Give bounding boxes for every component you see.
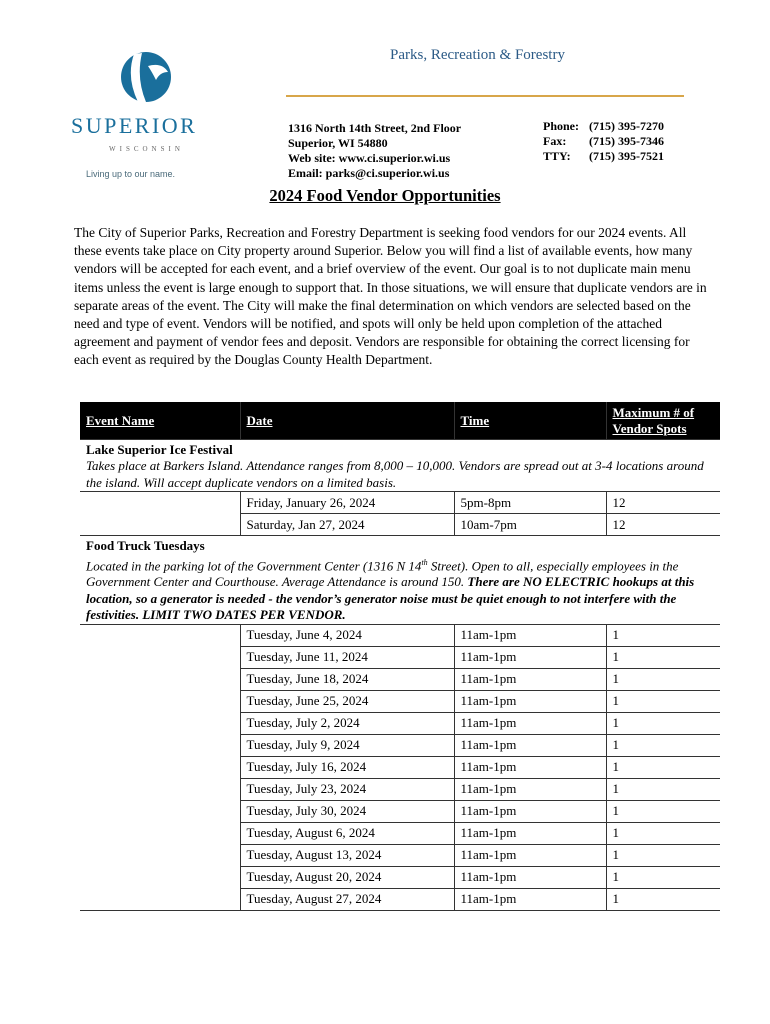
contact-value: (715) 395-7270	[589, 119, 664, 133]
empty-cell	[80, 690, 240, 712]
empty-cell	[80, 646, 240, 668]
table-row	[80, 822, 720, 844]
empty-cell	[80, 800, 240, 822]
date-cell: Tuesday, August 6, 2024	[240, 822, 454, 844]
table-row	[80, 668, 720, 690]
time-cell: 10am-7pm	[454, 514, 606, 536]
time-cell: 11am-1pm	[454, 690, 606, 712]
spots-cell: 1	[606, 756, 720, 778]
date-cell: Tuesday, August 20, 2024	[240, 866, 454, 888]
logo-subtitle: WISCONSIN	[109, 145, 184, 153]
time-cell: 11am-1pm	[454, 624, 606, 646]
date-cell: Tuesday, June 4, 2024	[240, 624, 454, 646]
table-row	[80, 514, 720, 536]
logo-wordmark: SUPERIOR	[71, 113, 198, 138]
time-cell: 11am-1pm	[454, 844, 606, 866]
time-cell: 11am-1pm	[454, 756, 606, 778]
table-header-row	[80, 402, 720, 440]
event-section	[80, 440, 720, 492]
desc-superscript: th	[421, 557, 428, 567]
spots-cell: 1	[606, 888, 720, 910]
event-description	[86, 555, 714, 624]
website-line: Web site: www.ci.superior.wi.us	[288, 151, 451, 165]
spots-cell: 1	[606, 734, 720, 756]
table-row	[80, 800, 720, 822]
time-cell: 11am-1pm	[454, 778, 606, 800]
header-date: Date	[240, 402, 454, 440]
desc-part: Located in the parking lot of the Government Center (1316 N 14	[86, 557, 422, 573]
date-cell: Tuesday, August 13, 2024	[240, 844, 454, 866]
table-row	[80, 888, 720, 910]
table-row	[80, 778, 720, 800]
time-cell: 11am-1pm	[454, 734, 606, 756]
contact-block	[543, 119, 664, 164]
date-cell: Tuesday, June 18, 2024	[240, 668, 454, 690]
phone-line	[543, 119, 664, 134]
fax-line	[543, 134, 664, 149]
spots-cell: 1	[606, 668, 720, 690]
table-row	[80, 844, 720, 866]
table-row	[80, 866, 720, 888]
time-cell: 5pm-8pm	[454, 492, 606, 514]
email-line: Email: parks@ci.superior.wi.us	[288, 166, 450, 180]
empty-cell	[80, 778, 240, 800]
contact-label: TTY:	[543, 149, 571, 163]
date-cell: Tuesday, June 11, 2024	[240, 646, 454, 668]
address-line: Superior, WI 54880	[288, 136, 388, 150]
empty-cell	[80, 734, 240, 756]
events-table	[80, 402, 720, 911]
header-time: Time	[454, 402, 606, 440]
address-block	[288, 121, 461, 181]
logo-tagline: Living up to our name.	[86, 169, 176, 179]
time-cell: 11am-1pm	[454, 646, 606, 668]
date-cell: Tuesday, August 27, 2024	[240, 888, 454, 910]
empty-cell	[80, 822, 240, 844]
date-cell: Tuesday, June 25, 2024	[240, 690, 454, 712]
table-row	[80, 624, 720, 646]
date-cell: Tuesday, July 9, 2024	[240, 734, 454, 756]
empty-cell	[80, 888, 240, 910]
spots-cell: 12	[606, 492, 720, 514]
time-cell: 11am-1pm	[454, 822, 606, 844]
event-description: Takes place at Barkers Island. Attendance ranges from 8,000 – 10,000. Vendors are spread out at 3-4 locations around the island. Will accept duplicate vendors on a limited basis.	[86, 458, 704, 490]
spots-cell: 1	[606, 800, 720, 822]
event-description-cell	[80, 536, 720, 624]
spots-cell: 1	[606, 822, 720, 844]
spots-cell: 1	[606, 778, 720, 800]
spots-cell: 1	[606, 712, 720, 734]
contact-label: Fax:	[543, 134, 567, 148]
date-cell: Tuesday, July 2, 2024	[240, 712, 454, 734]
desc-part: Street). Open to all, especially employees in the Government Center and Courthouse. Average Attendance is around 150.	[86, 557, 679, 590]
tty-line	[543, 149, 664, 164]
date-cell: Friday, January 26, 2024	[240, 492, 454, 514]
contact-value: (715) 395-7521	[589, 149, 664, 163]
time-cell: 11am-1pm	[454, 800, 606, 822]
spots-cell: 1	[606, 866, 720, 888]
address-line: 1316 North 14th Street, 2nd Floor	[288, 121, 462, 135]
empty-cell	[80, 712, 240, 734]
header-max-line: Maximum # of	[612, 404, 695, 420]
table-row	[80, 646, 720, 668]
empty-cell	[80, 492, 240, 514]
intro-paragraph: The City of Superior Parks, Recreation and Forestry Department is seeking food vendors for our 2024 events. All these events take place on City property around Superior. Below you will find a list of available events, how many vendors will be accepted for each event, and a brief overview of the event. Our goal is to not duplicate main menu items unless the event is large enough to support that. In those situations, we will ensure that duplicate vendors are in separate areas of the event. The City will make the final determination on which vendors are selected based on the need and type of event. Vendors will be notified, and spots will only be held upon completion of the attached agreement and payment of vendor fees and deposit. Vendors are responsible for obtaining the correct licensing for each event as required by the Douglas County Health Department.	[74, 225, 707, 368]
date-cell: Tuesday, July 23, 2024	[240, 778, 454, 800]
time-cell: 11am-1pm	[454, 866, 606, 888]
table-row	[80, 492, 720, 514]
empty-cell	[80, 844, 240, 866]
time-cell: 11am-1pm	[454, 668, 606, 690]
table-row	[80, 712, 720, 734]
date-cell: Saturday, Jan 27, 2024	[240, 514, 454, 536]
date-cell: Tuesday, July 16, 2024	[240, 756, 454, 778]
event-name: Food Truck Tuesdays	[86, 538, 205, 554]
contact-value: (715) 395-7346	[589, 134, 664, 148]
page-title: 2024 Food Vendor Opportunities	[269, 186, 501, 205]
spots-cell: 1	[606, 844, 720, 866]
header-max-spots	[606, 402, 720, 440]
event-name: Lake Superior Ice Festival	[86, 442, 233, 457]
header-divider	[286, 95, 684, 97]
spots-cell: 12	[606, 514, 720, 536]
empty-cell	[80, 756, 240, 778]
header-max-line: Vendor Spots	[612, 420, 687, 436]
event-description-cell	[80, 440, 720, 492]
empty-cell	[80, 624, 240, 646]
contact-label: Phone:	[543, 119, 579, 133]
spots-cell: 1	[606, 646, 720, 668]
table-row	[80, 734, 720, 756]
date-cell: Tuesday, July 30, 2024	[240, 800, 454, 822]
header-event-name: Event Name	[80, 402, 240, 440]
table-row	[80, 690, 720, 712]
event-section	[80, 536, 720, 624]
empty-cell	[80, 514, 240, 536]
desc-warning: There are NO ELECTRIC hookups at this location, so a generator is needed - the vendor’s generator noise must be quiet enough to not interfere with the festivities. LIMIT TWO DATES PER VENDOR.	[86, 574, 695, 623]
spots-cell: 1	[606, 690, 720, 712]
time-cell: 11am-1pm	[454, 712, 606, 734]
empty-cell	[80, 668, 240, 690]
empty-cell	[80, 866, 240, 888]
time-cell: 11am-1pm	[454, 888, 606, 910]
spots-cell: 1	[606, 624, 720, 646]
table-row	[80, 756, 720, 778]
department-name: Parks, Recreation & Forestry	[390, 47, 565, 63]
